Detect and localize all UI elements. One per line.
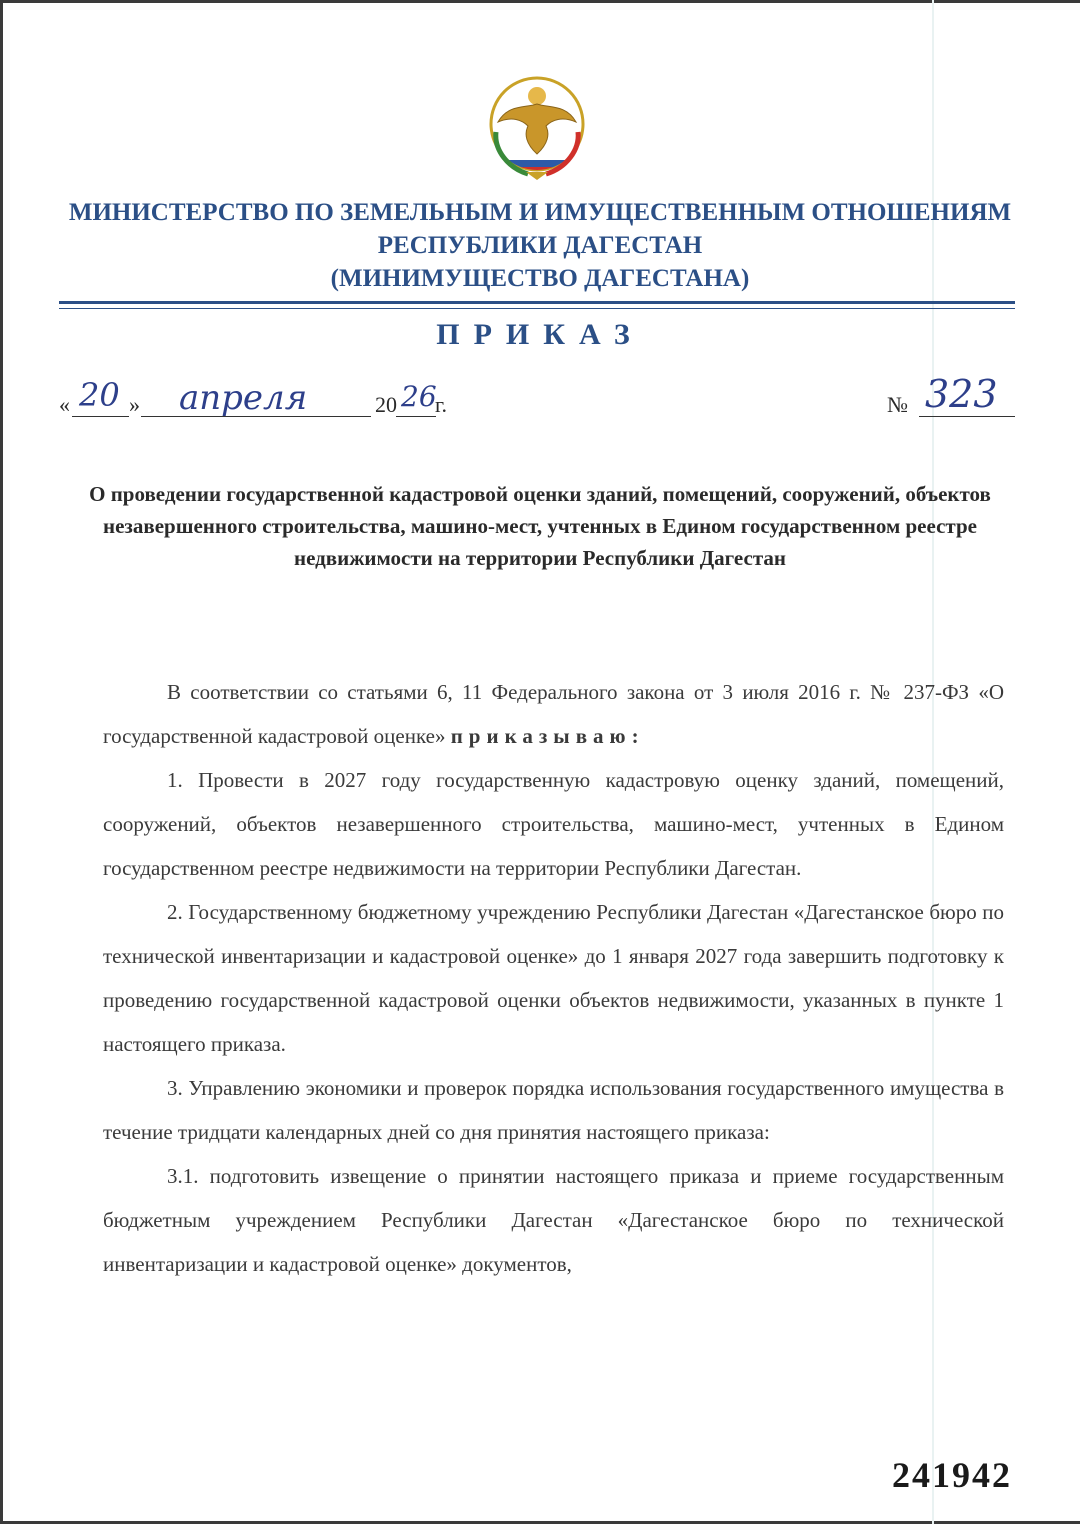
dagestan-coat-of-arms-icon bbox=[486, 74, 588, 182]
ministry-line-3: (МИНИМУЩЕСТВО ДАГЕСТАНА) bbox=[330, 265, 750, 292]
item-1: 1. Провести в 2027 году государственную кадастровую оценку зданий, помещений, сооружений, объектов незавершенного строительства, машино-мест, учтенных в Едином государственном реестре недвижимости на территории Республики Дагестан. bbox=[103, 768, 1004, 880]
date-number-row bbox=[59, 372, 1019, 442]
decree-word: приказываю: bbox=[450, 724, 645, 748]
header-divider-thick bbox=[59, 301, 1015, 304]
date-close-quote: » bbox=[129, 392, 140, 417]
order-subject: О проведении государственной кадастровой оценки зданий, помещений, сооружений, объектов незавершенного строительства, машино-мест, учтенных в Едином государственном реестре недвижимости на территории Республики Дагестан bbox=[89, 482, 991, 570]
item-3-1: 3.1. подготовить извещение о принятии настоящего приказа и приеме государственным бюджетным учреждением Республики Дагестан «Дагестанское бюро по технической инвентаризации и кадастровой оценке» документов, bbox=[103, 1164, 1004, 1276]
order-number-label: № bbox=[887, 392, 908, 417]
order-number-line bbox=[919, 416, 1015, 417]
order-number-handwritten: 323 bbox=[925, 372, 998, 416]
date-year-line bbox=[396, 416, 436, 417]
ministry-line-1: МИНИСТЕРСТВО ПО ЗЕМЕЛЬНЫМ И ИМУЩЕСТВЕННЫМ ОТНОШЕНИЯМ bbox=[68, 199, 1012, 226]
item-3: 3. Управлению экономики и проверок порядка использования государственного имущества в течение тридцати календарных дней со дня принятия настоящего приказа: bbox=[103, 1076, 1004, 1144]
item-2: 2. Государственному бюджетному учреждению Республики Дагестан «Дагестанское бюро по технической инвентаризации и кадастровой оценке» до 1 января 2027 года завершить подготовку к проведению государственной кадастровой оценки объектов недвижимости, указанных в пункте 1 настоящего приказа. bbox=[103, 900, 1004, 1056]
document-serial-number: 241942 bbox=[892, 1455, 1012, 1495]
ministry-header bbox=[40, 196, 1040, 295]
date-day-handwritten: 20 bbox=[79, 376, 120, 414]
date-open-quote: « bbox=[59, 392, 70, 417]
page-border-top bbox=[0, 0, 1080, 3]
page-border-left bbox=[0, 0, 3, 1524]
date-year-suffix: г. bbox=[435, 392, 448, 417]
document-type-title: ПРИКАЗ bbox=[436, 318, 644, 351]
ministry-line-2: РЕСПУБЛИКИ ДАГЕСТАН bbox=[377, 232, 703, 259]
preamble-paragraph bbox=[103, 670, 1004, 758]
preamble-text: В соответствии со статьями 6, 11 Федерального закона от 3 июля 2016 г. № 237-ФЗ «О государственной кадастровой оценке» bbox=[103, 680, 1004, 748]
date-year-prefix: 20 bbox=[375, 392, 397, 417]
date-month-handwritten: апреля bbox=[179, 378, 308, 418]
header-divider-thin bbox=[59, 308, 1015, 309]
date-day-line bbox=[72, 416, 129, 417]
date-year-handwritten: 26 bbox=[401, 380, 437, 413]
order-body bbox=[103, 670, 1004, 1286]
